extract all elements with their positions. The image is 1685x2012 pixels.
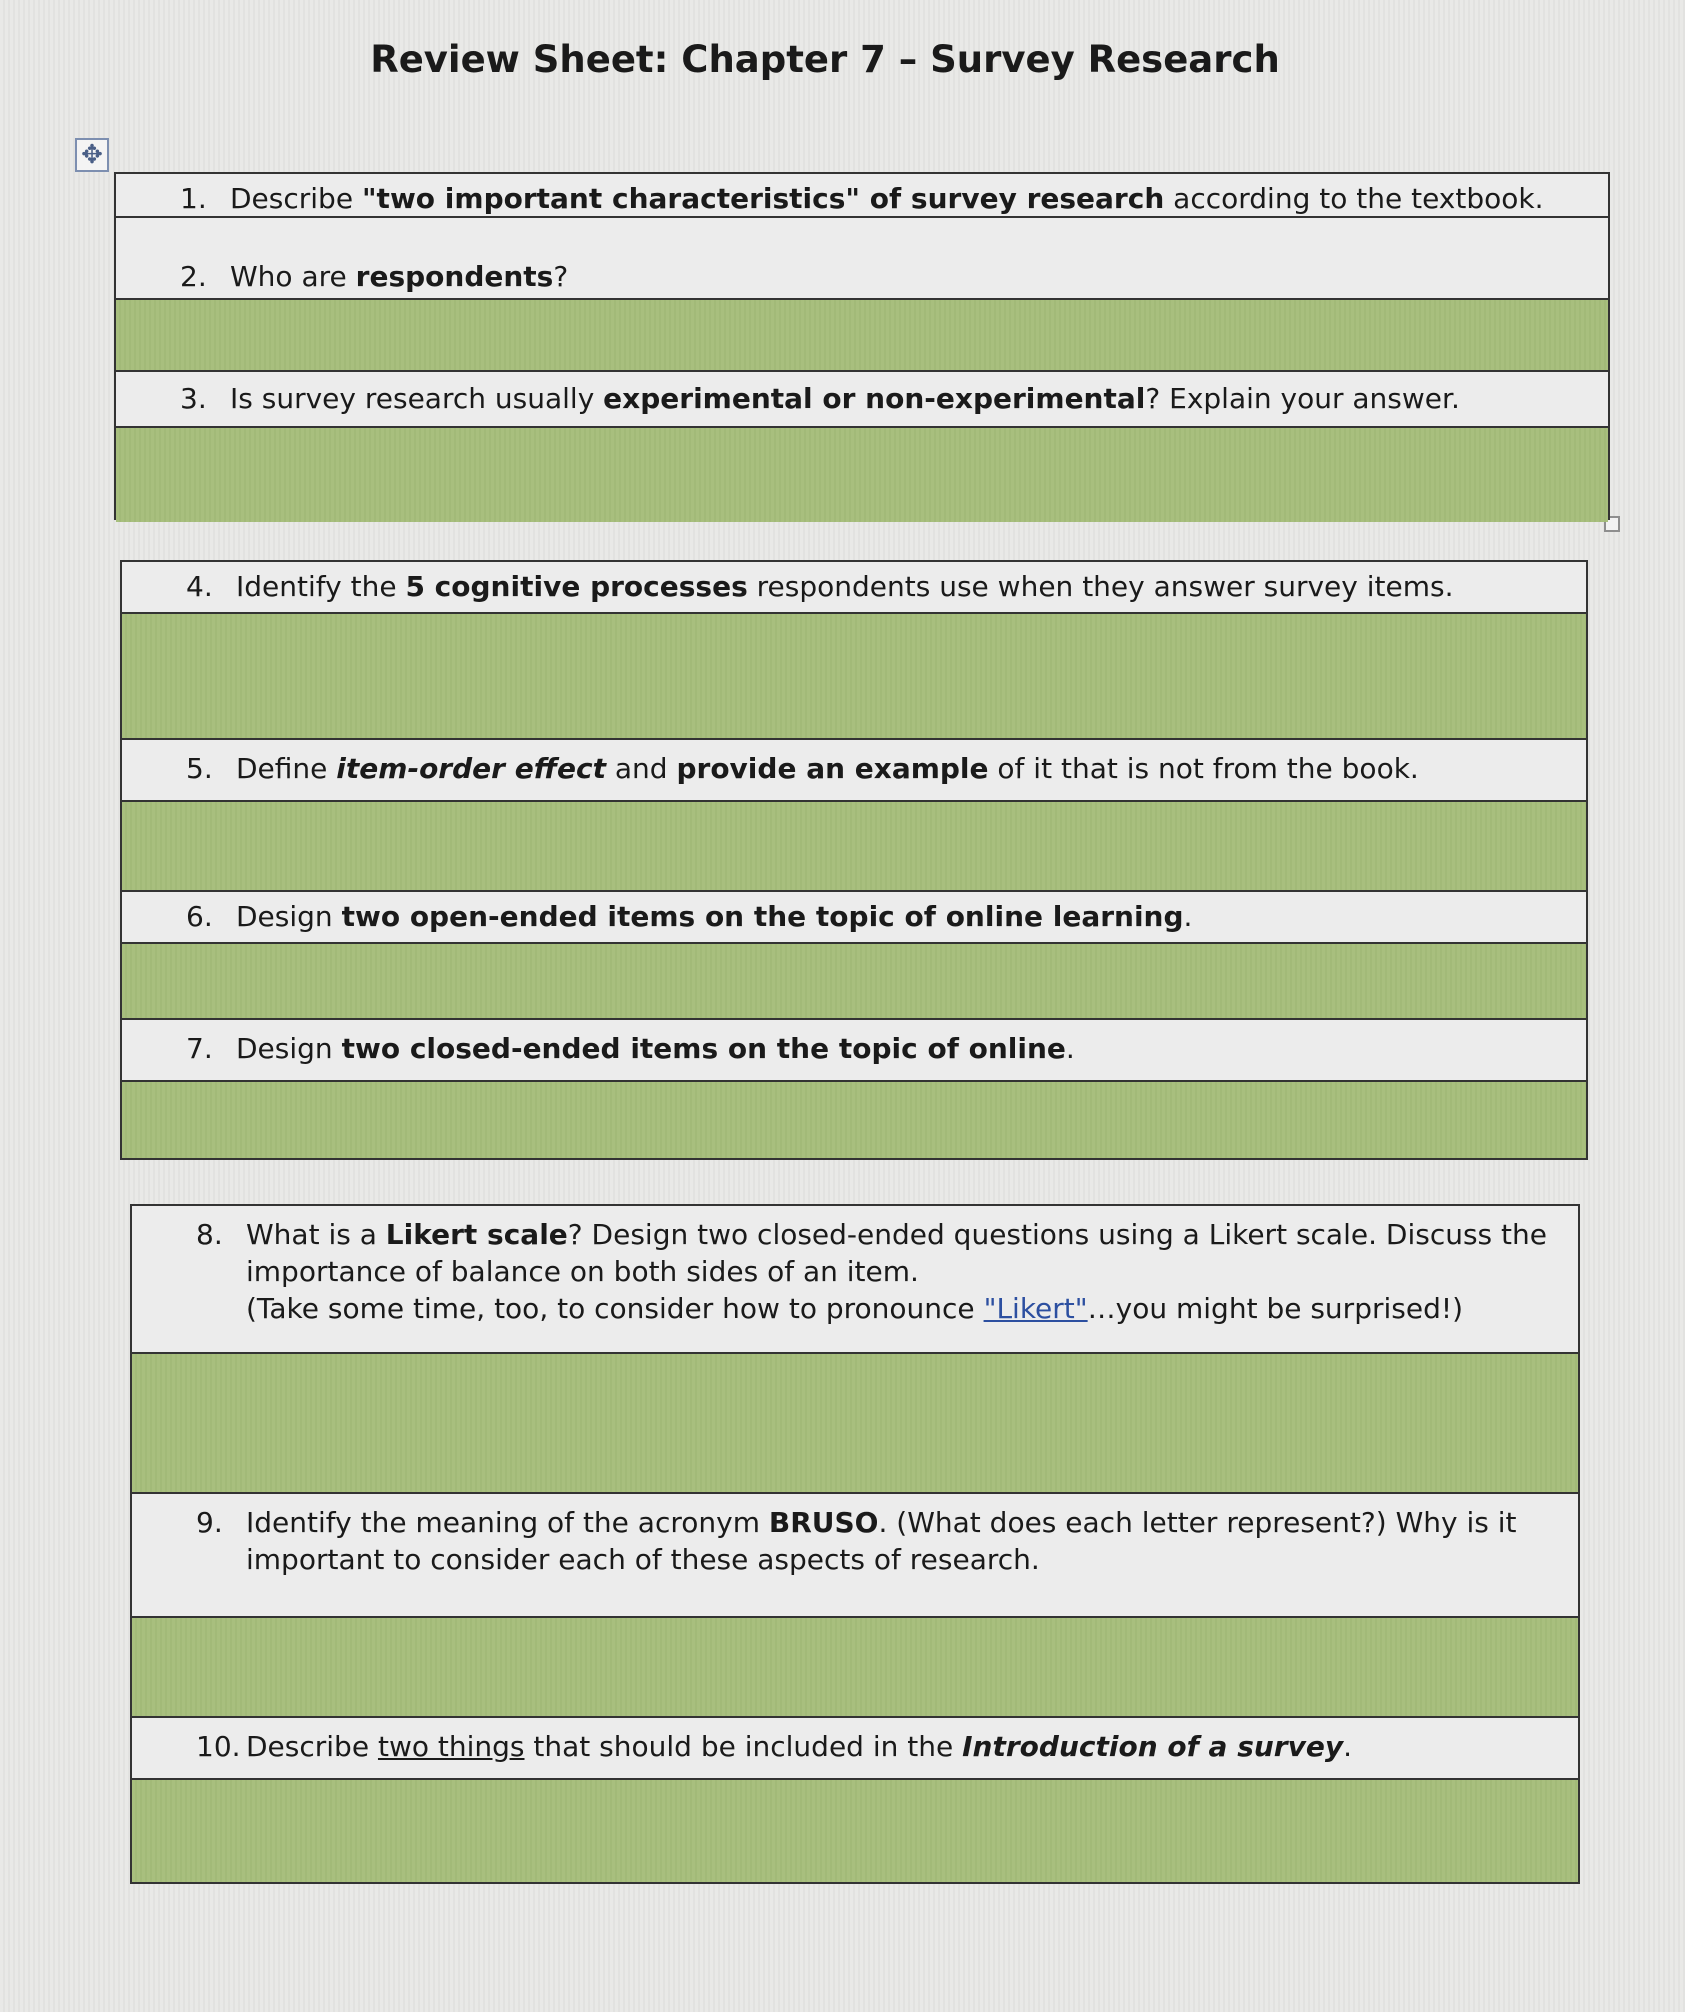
question-row-7[interactable] — [122, 1020, 1586, 1082]
likert-link[interactable]: "Likert" — [983, 1292, 1088, 1325]
question-row-2[interactable] — [116, 218, 1608, 300]
question-number: 3. — [180, 382, 207, 415]
review-table-2 — [120, 560, 1588, 1160]
question-number: 2. — [180, 260, 207, 293]
table-move-handle-icon[interactable]: ✥ — [75, 138, 109, 172]
answer-cell-6[interactable] — [122, 944, 1586, 1020]
question-number: 4. — [186, 570, 213, 603]
answer-cell-5[interactable] — [122, 802, 1586, 892]
question-row-1[interactable] — [116, 174, 1608, 218]
answer-cell-8[interactable] — [132, 1354, 1578, 1494]
question-number: 6. — [186, 900, 213, 933]
question-row-5[interactable] — [122, 740, 1586, 802]
review-table-1 — [114, 172, 1610, 520]
answer-cell-4[interactable] — [122, 614, 1586, 740]
question-row-8[interactable] — [132, 1206, 1578, 1354]
question-row-6[interactable] — [122, 892, 1586, 944]
question-text: Design two closed-ended items on the topic of online. — [236, 1032, 1075, 1065]
question-row-3[interactable] — [116, 372, 1608, 428]
review-table-3 — [130, 1204, 1580, 1884]
question-number: 9. — [196, 1506, 223, 1539]
question-text: Describe two things that should be included in the Introduction of a survey. — [246, 1730, 1352, 1763]
question-number: 1. — [180, 182, 207, 215]
question-text: Who are respondents? — [230, 260, 569, 293]
question-text: Describe "two important characteristics" of survey research according to the textbook. — [230, 182, 1544, 215]
answer-cell-10[interactable] — [132, 1780, 1578, 1882]
question-text: Identify the 5 cognitive processes respondents use when they answer survey items. — [236, 570, 1454, 603]
question-number: 8. — [196, 1218, 223, 1251]
answer-cell-9[interactable] — [132, 1618, 1578, 1718]
question-number: 5. — [186, 752, 213, 785]
question-text: Identify the meaning of the acronym BRUSO. (What does each letter represent?) Why is it important to consider each of these aspects of research. — [246, 1506, 1517, 1576]
question-text: What is a Likert scale? Design two closed-ended questions using a Likert scale. Discuss the importance of balance on both sides of an item. (Take some time, too, to consider how to pronounce "Likert"…you might be surprised!) — [246, 1218, 1547, 1325]
page-title: Review Sheet: Chapter 7 – Survey Research — [370, 38, 1280, 81]
answer-cell-3[interactable] — [116, 428, 1608, 522]
question-text: Is survey research usually experimental or non-experimental? Explain your answer. — [230, 382, 1460, 415]
answer-cell-2[interactable] — [116, 300, 1608, 372]
question-row-4[interactable] — [122, 562, 1586, 614]
question-number: 10. — [196, 1730, 241, 1763]
question-text: Design two open-ended items on the topic of online learning. — [236, 900, 1193, 933]
question-number: 7. — [186, 1032, 213, 1065]
question-text: Define item-order effect and provide an example of it that is not from the book. — [236, 752, 1419, 785]
question-row-10[interactable] — [132, 1718, 1578, 1780]
answer-cell-7[interactable] — [122, 1082, 1586, 1158]
question-row-9[interactable] — [132, 1494, 1578, 1618]
